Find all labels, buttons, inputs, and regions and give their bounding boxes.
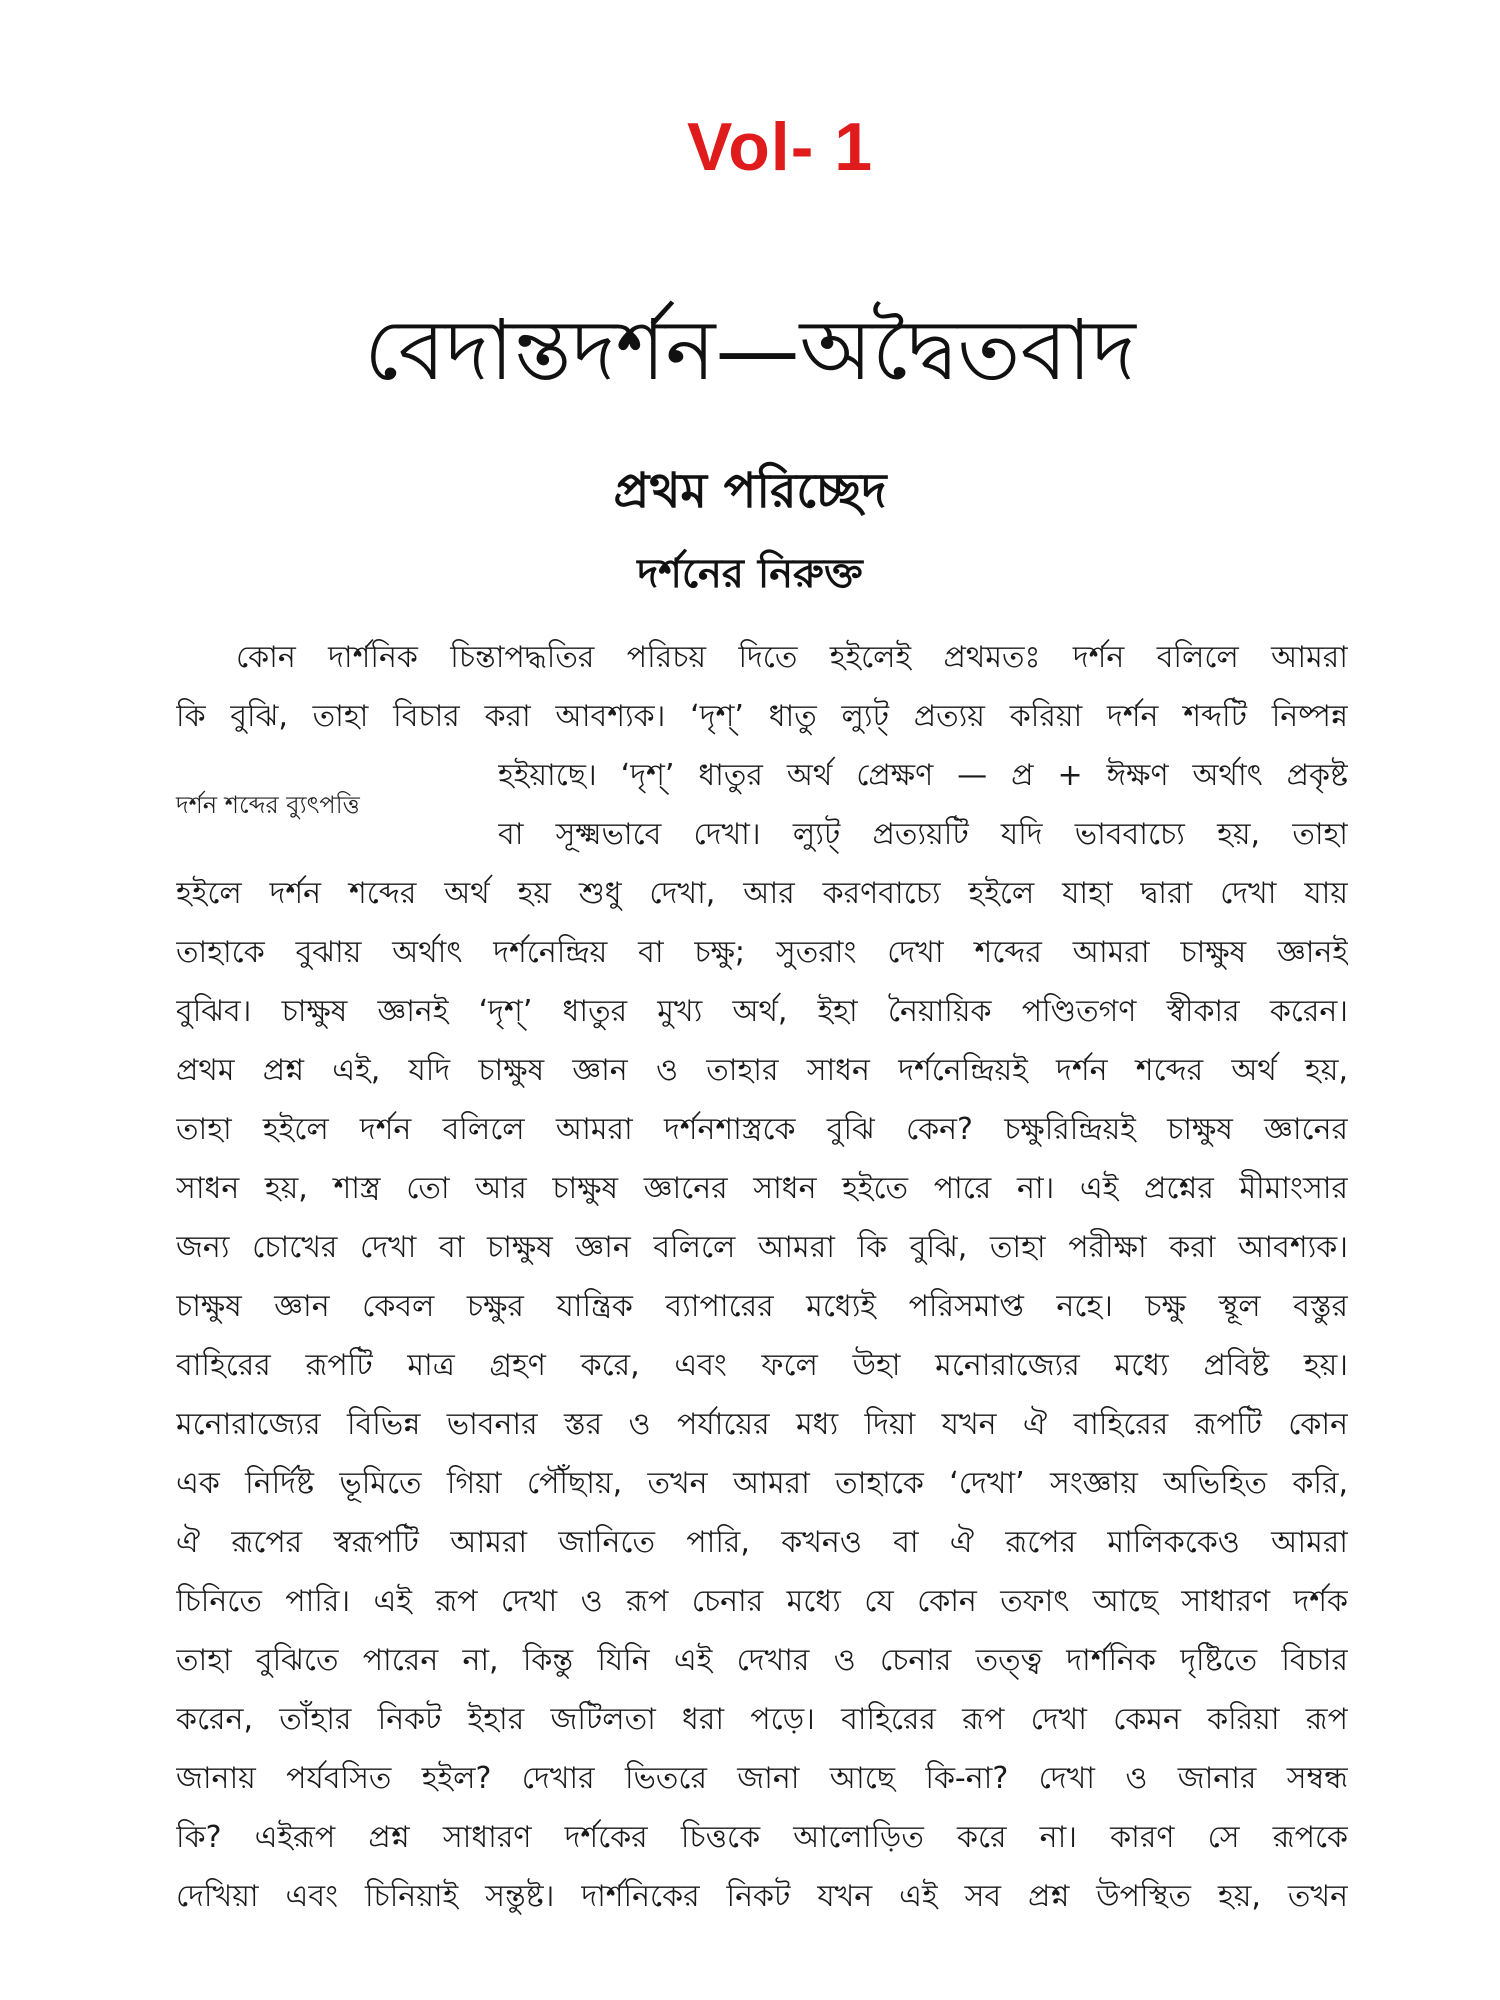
body-paragraph: [176, 628, 1348, 1926]
text-line: বা সূক্ষ্মভাবে দেখা। ল্যুট্ প্রত্যয়টি যদি ভাববাচ্যে হয়, তাহা: [498, 817, 1348, 852]
text-line: প্রথম প্রশ্ন এই, যদি চাক্ষুষ জ্ঞান ও তাহার সাধন দর্শনেন্দ্রিয়ই দর্শন শব্দের অর্থ হয়,: [176, 1053, 1348, 1088]
text-line: বুঝিব। চাক্ষুষ জ্ঞানই ‘দৃশ্’ ধাতুর মুখ্য অর্থ, ইহা নৈয়ায়িক পণ্ডিতগণ স্বীকার করেন।: [176, 994, 1348, 1029]
text-line: ঐ রূপের স্বরূপটি আমরা জানিতে পারি, কখনও বা ঐ রূপের মালিককেও আমরা: [176, 1525, 1348, 1560]
text-line: চিনিতে পারি। এই রূপ দেখা ও রূপ চেনার মধ্যে যে কোন তফাৎ আছে সাধারণ দর্শক: [176, 1584, 1348, 1619]
text-line: সাধন হয়, শাস্ত্র তো আর চাক্ষুষ জ্ঞানের সাধন হইতে পারে না। এই প্রশ্নের মীমাংসার: [176, 1171, 1348, 1206]
margin-note: দর্শন শব্দের ব্যুৎপত্তি: [176, 791, 360, 819]
chapter-title: প্রথম পরিচ্ছেদ: [613, 463, 887, 519]
volume-label: Vol- 1: [686, 109, 874, 185]
text-line: মনোরাজ্যের বিভিন্ন ভাবনার স্তর ও পর্যায়ের মধ্য দিয়া যখন ঐ বাহিরের রূপটি কোন: [176, 1407, 1348, 1442]
text-line: হইয়াছে। ‘দৃশ্’ ধাতুর অর্থ প্রেক্ষণ — প্র + ঈক্ষণ অর্থাৎ প্রকৃষ্ট: [498, 758, 1348, 793]
section-title: দর্শনের নিরুক্ত: [637, 551, 863, 597]
book-title: বেদান্তদর্শন—অদ্বৈতবাদ: [364, 301, 1136, 399]
text-line: কি? এইরূপ প্রশ্ন সাধারণ দর্শকের চিত্তকে আলোড়িত করে না। কারণ সে রূপকে: [176, 1820, 1348, 1855]
text-line: চাক্ষুষ জ্ঞান কেবল চক্ষুর যান্ত্রিক ব্যাপারের মধ্যেই পরিসমাপ্ত নহে। চক্ষু স্থূল বস্তুর: [176, 1289, 1348, 1324]
text-line: তাহা বুঝিতে পারেন না, কিন্তু যিনি এই দেখার ও চেনার তত্ত্ব দার্শনিক দৃষ্টিতে বিচার: [176, 1643, 1348, 1678]
text-line: তাহাকে বুঝায় অর্থাৎ দর্শনেন্দ্রিয় বা চক্ষু; সুতরাং দেখা শব্দের আমরা চাক্ষুষ জ্ঞানই: [176, 935, 1348, 970]
text-line: এক নির্দিষ্ট ভূমিতে গিয়া পৌঁছায়, তখন আমরা তাহাকে ‘দেখা’ সংজ্ঞায় অভিহিত করি,: [176, 1466, 1348, 1501]
text-line: হইলে দর্শন শব্দের অর্থ হয় শুধু দেখা, আর করণবাচ্যে হইলে যাহা দ্বারা দেখা যায়: [176, 876, 1348, 911]
text-line: কোন দার্শনিক চিন্তাপদ্ধতির পরিচয় দিতে হইলেই প্রথমতঃ দর্শন বলিলে আমরা: [236, 640, 1348, 675]
text-line: তাহা হইলে দর্শন বলিলে আমরা দর্শনশাস্ত্রকে বুঝি কেন? চক্ষুরিন্দ্রিয়ই চাক্ষুষ জ্ঞানের: [176, 1112, 1348, 1147]
text-line: কি বুঝি, তাহা বিচার করা আবশ্যক। ‘দৃশ্’ ধাতু ল্যুট্ প্রত্যয় করিয়া দর্শন শব্দটি নিষ্পন্ন: [176, 699, 1348, 734]
text-line: বাহিরের রূপটি মাত্র গ্রহণ করে, এবং ফলে উহা মনোরাজ্যের মধ্যে প্রবিষ্ট হয়।: [176, 1348, 1348, 1383]
text-line: করেন, তাঁহার নিকট ইহার জটিলতা ধরা পড়ে। বাহিরের রূপ দেখা কেমন করিয়া রূপ: [176, 1702, 1348, 1737]
text-line: জানায় পর্যবসিত হইল? দেখার ভিতরে জানা আছে কি-না? দেখা ও জানার সম্বন্ধ: [176, 1761, 1348, 1796]
text-line: জন্য চোখের দেখা বা চাক্ষুষ জ্ঞান বলিলে আমরা কি বুঝি, তাহা পরীক্ষা করা আবশ্যক।: [176, 1230, 1348, 1265]
text-line: দেখিয়া এবং চিনিয়াই সন্তুষ্ট। দার্শনিকের নিকট যখন এই সব প্রশ্ন উপস্থিত হয়, তখন: [176, 1879, 1348, 1914]
